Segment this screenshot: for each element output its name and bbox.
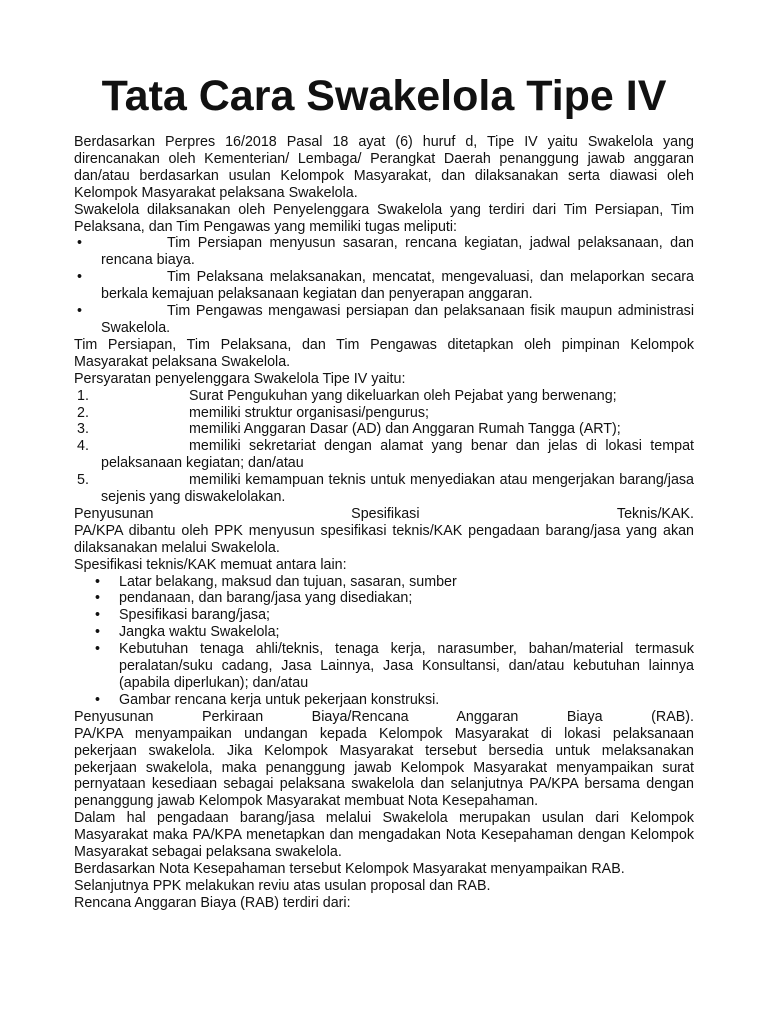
- paragraph-rab-contents: Rencana Anggaran Biaya (RAB) terdiri dari:: [74, 894, 351, 911]
- bullet-icon: •: [95, 624, 101, 641]
- list-number: 4.: [77, 438, 89, 455]
- bullet-icon: •: [95, 573, 101, 590]
- paragraph-team-composition: Swakelola dilaksanakan oleh Penyelenggara Swakelola yang terdiri dari Tim Persiapan, Tim Pelaksana, dan Tim Pengawas yang memiliki tugas meliputi:: [74, 201, 694, 235]
- list-number: 3.: [77, 421, 89, 438]
- bullet-icon: •: [95, 607, 101, 624]
- list-item: [74, 641, 694, 692]
- document-title: Tata Cara Swakelola Tipe IV: [101, 72, 667, 120]
- requirements-list: [74, 388, 694, 506]
- list-item: [74, 235, 694, 269]
- paragraph-rab-submission: Berdasarkan Nota Kesepahaman tersebut Kelompok Masyarakat menyampaikan RAB.: [74, 860, 625, 877]
- list-item: [74, 472, 694, 506]
- paragraph-spec-contents-intro: Spesifikasi teknis/KAK memuat antara lain:: [74, 556, 347, 573]
- paragraph-proposal-origin: Dalam hal pengadaan barang/jasa melalui Swakelola merupakan usulan dari Kelompok Masyarakat maka PA/KPA menetapkan dan mengadakan Nota Kesepahaman dengan Kelompok Masyarakat sebagai pelaksana swakelola.: [74, 810, 694, 861]
- bullet-icon: •: [77, 303, 83, 320]
- spec-contents-list: [74, 574, 694, 709]
- list-item: [74, 421, 694, 438]
- list-item-text: Tim Pelaksana melaksanakan, mencatat, mengevaluasi, dan melaporkan secara berkala kemajuan pelaksanaan kegiatan dan penyerapan anggaran.: [101, 269, 694, 303]
- bullet-icon: •: [77, 235, 83, 252]
- list-item: [74, 438, 694, 472]
- section-heading-spec: Penyusunan Spesifikasi Teknis/KAK.: [74, 505, 694, 522]
- list-item-text: memiliki kemampuan teknis untuk menyediakan atau mengerjakan barang/jasa sejenis yang diswakelolakan.: [101, 472, 694, 506]
- list-item: [74, 574, 694, 591]
- paragraph-team-appointment: Tim Persiapan, Tim Pelaksana, dan Tim Pengawas ditetapkan oleh pimpinan Kelompok Masyarakat pelaksana Swakelola.: [74, 336, 694, 370]
- list-item: [74, 388, 694, 405]
- list-item: [74, 405, 694, 422]
- list-item: [74, 624, 694, 641]
- list-item-text: Latar belakang, maksud dan tujuan, sasaran, sumber: [119, 573, 457, 590]
- list-item: [74, 692, 694, 709]
- list-number: 2.: [77, 404, 89, 421]
- list-item-text: Jangka waktu Swakelola;: [119, 624, 280, 641]
- list-item: [74, 590, 694, 607]
- list-item-text: memiliki Anggaran Dasar (AD) dan Anggaran Rumah Tangga (ART);: [189, 421, 621, 438]
- list-number: 5.: [77, 472, 89, 489]
- list-item-text: memiliki struktur organisasi/pengurus;: [189, 404, 429, 421]
- list-item-text: pendanaan, dan barang/jasa yang disediakan;: [119, 590, 413, 607]
- list-item-text: memiliki sekretariat dengan alamat yang benar dan jelas di lokasi tempat pelaksanaan kegiatan; dan/atau: [101, 438, 694, 472]
- paragraph-intro: Berdasarkan Perpres 16/2018 Pasal 18 ayat (6) huruf d, Tipe IV yaitu Swakelola yang direncanakan oleh Kementerian/ Lembaga/ Perangkat Daerah penanggung jawab anggaran dan/atau berdasarkan usulan Kelompok Masyarakat, dan dilaksanakan serta diawasi oleh Kelompok Masyarakat pelaksana Swakelola.: [74, 134, 694, 201]
- list-item: [74, 607, 694, 624]
- paragraph-requirements-intro: Persyaratan penyelenggara Swakelola Tipe IV yaitu:: [74, 370, 406, 387]
- team-duties-list: [74, 235, 694, 336]
- list-item-text: Gambar rencana kerja untuk pekerjaan konstruksi.: [119, 691, 440, 708]
- bullet-icon: •: [95, 590, 101, 607]
- paragraph-ppk-review: Selanjutnya PPK melakukan reviu atas usulan proposal dan RAB.: [74, 877, 491, 894]
- paragraph-invitation: PA/KPA menyampaikan undangan kepada Kelompok Masyarakat di lokasi pelaksanaan pekerjaan swakelola. Jika Kelompok Masyarakat tersebut bersedia untuk melaksanakan pekerjaan swakelola, maka penanggung jawab Kelompok Masyarakat menyampaikan surat pernyataan kesediaan sebagai pelaksana swakelola dan selanjutnya PA/KPA bersama dengan penanggung jawab Kelompok Masyarakat membuat Nota Kesepahaman.: [74, 725, 694, 810]
- list-item-text: Tim Persiapan menyusun sasaran, rencana kegiatan, jadwal pelaksanaan, dan rencana biaya.: [101, 235, 694, 269]
- list-item-text: Spesifikasi barang/jasa;: [119, 607, 270, 624]
- list-item-text: Kebutuhan tenaga ahli/teknis, tenaga kerja, narasumber, bahan/material termasuk peralatan/suku cadang, Jasa Lainnya, Jasa Konsultansi, dan/atau kebutuhan lainnya (apabila diperlukan); dan/atau: [119, 641, 694, 691]
- list-item-text: Tim Pengawas mengawasi persiapan dan pelaksanaan fisik maupun administrasi Swakelola.: [101, 303, 694, 336]
- list-item: [74, 269, 694, 303]
- bullet-icon: •: [77, 269, 83, 286]
- document-body: [74, 134, 694, 912]
- list-item: [74, 303, 694, 337]
- paragraph-spec-preparation: PA/KPA dibantu oleh PPK menyusun spesifikasi teknis/KAK pengadaan barang/jasa yang akan dilaksanakan melalui Swakelola.: [74, 522, 694, 556]
- bullet-icon: •: [95, 641, 101, 658]
- list-item-text: Surat Pengukuhan yang dikeluarkan oleh Pejabat yang berwenang;: [189, 387, 617, 404]
- list-number: 1.: [77, 387, 89, 404]
- section-heading-rab: Penyusunan Perkiraan Biaya/Rencana Anggaran Biaya (RAB).: [74, 708, 694, 725]
- bullet-icon: •: [95, 691, 101, 708]
